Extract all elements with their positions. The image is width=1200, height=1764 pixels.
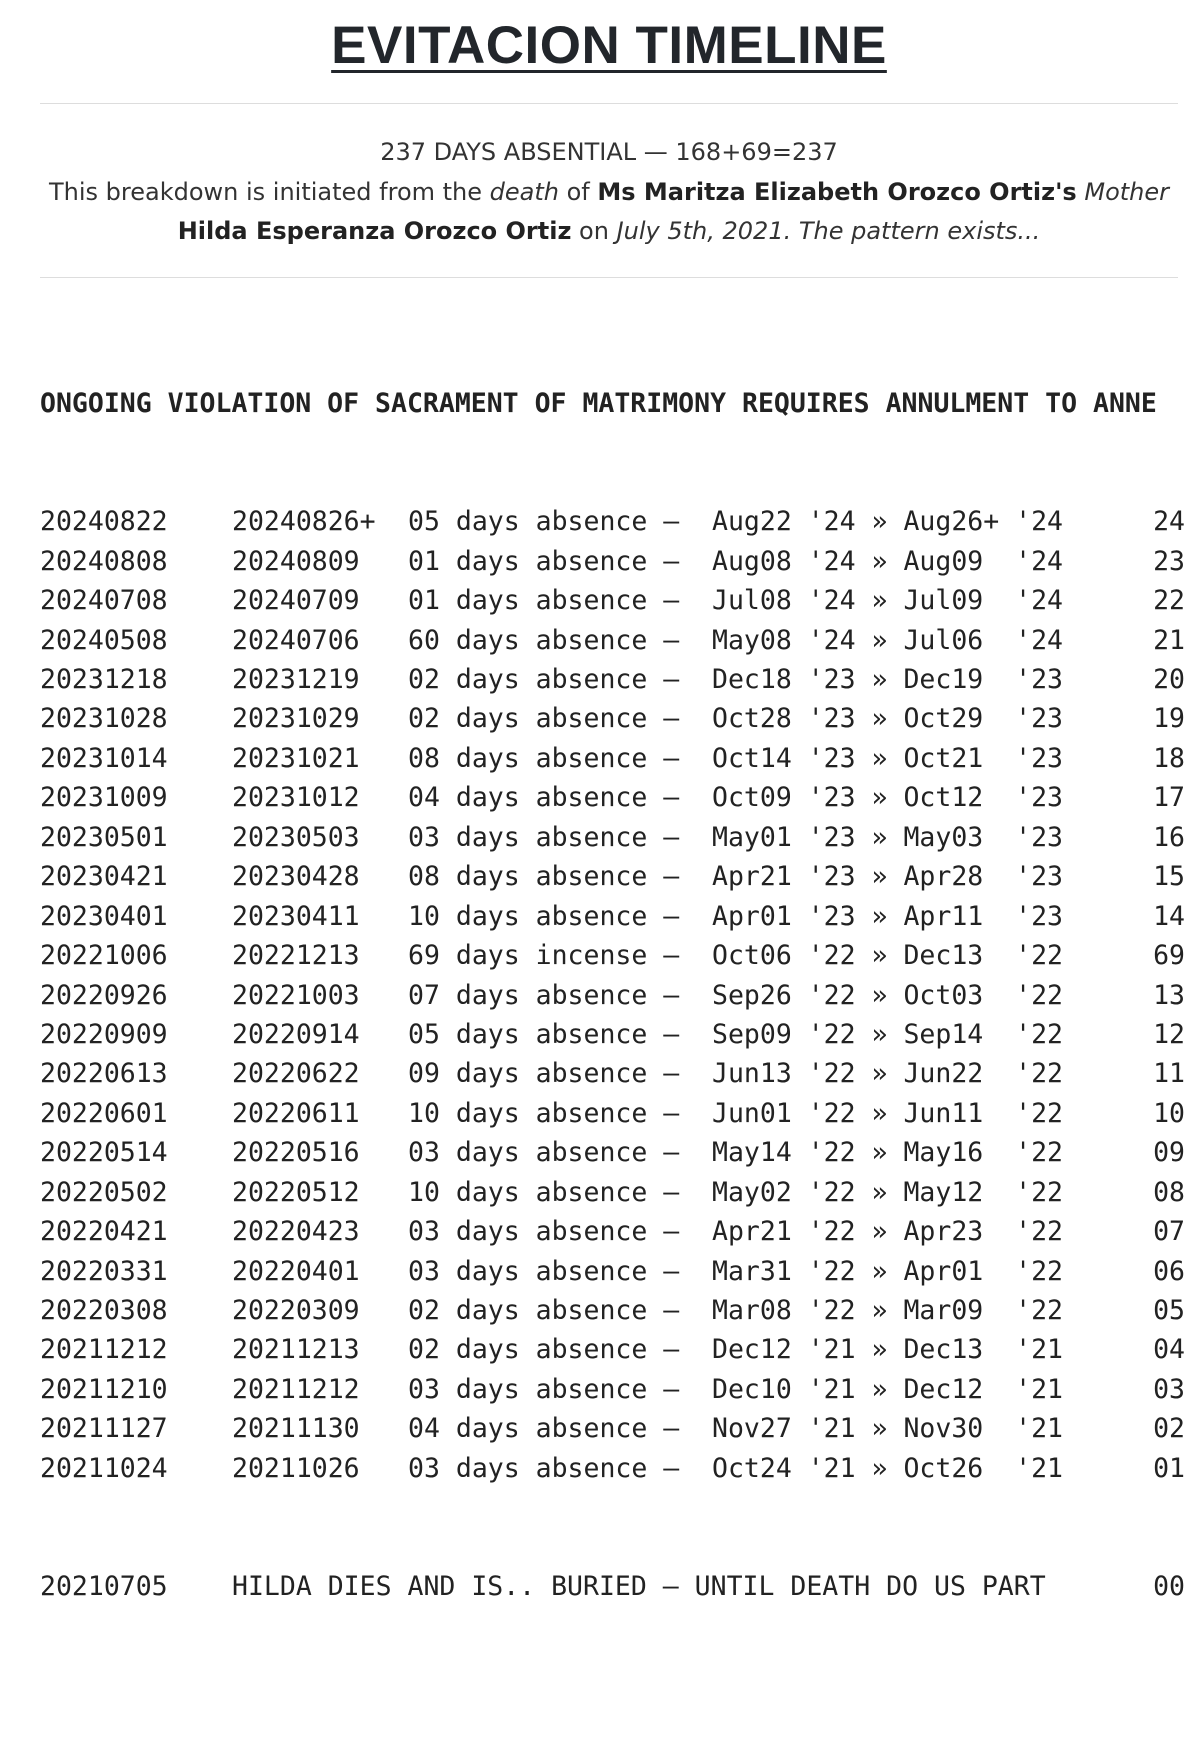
row-end-date: 20211026 [232, 1452, 360, 1484]
row-index: 10 [1153, 1097, 1185, 1129]
top-divider [40, 103, 1178, 104]
row-start-date: 20220613 [40, 1058, 168, 1090]
row-description: 01 days absence — [408, 545, 680, 577]
row-description: 04 days absence — [408, 782, 680, 814]
timeline-row [40, 1212, 1185, 1251]
row-date-range: Jun01 '22 » Jun11 '22 [712, 1097, 1063, 1129]
row-index: 22 [1153, 585, 1185, 617]
row-description: 05 days absence — [408, 1018, 680, 1050]
row-description: 03 days absence — [408, 1373, 680, 1405]
row-end-date: 20220622 [232, 1058, 360, 1090]
row-description: 69 days incense — [408, 940, 680, 972]
row-end-date: 20231219 [232, 664, 360, 695]
timeline-row [40, 660, 1185, 699]
row-date-range: Apr01 '23 » Apr11 '23 [712, 900, 1063, 932]
row-end-date: 20211212 [232, 1373, 360, 1405]
row-date-range: May08 '24 » Jul06 '24 [712, 624, 1063, 656]
timeline-row [40, 818, 1185, 857]
row-end-date: 20240809 [232, 545, 360, 577]
timeline-row [40, 1015, 1185, 1054]
row-start-date: 20240508 [40, 624, 168, 656]
row-start-date: 20230401 [40, 900, 168, 932]
summary-death-word: death [489, 177, 559, 206]
row-end-date: 20240706 [232, 624, 360, 656]
row-description: 02 days absence — [408, 664, 680, 695]
row-index: 02 [1153, 1413, 1185, 1445]
timeline-row [40, 1173, 1185, 1212]
row-date-range: Oct06 '22 » Dec13 '22 [712, 940, 1063, 972]
row-description: 09 days absence — [408, 1058, 680, 1090]
row-end-date: 20220512 [232, 1176, 360, 1208]
row-start-date: 20220514 [40, 1137, 168, 1169]
summary-person-name: Ms Maritza Elizabeth Orozco Ortiz's [597, 177, 1077, 206]
row-date-range: May14 '22 » May16 '22 [712, 1137, 1063, 1169]
timeline-heading: ONGOING VIOLATION OF SACRAMENT OF MATRIMONY REQUIRES ANNULMENT TO ANNE [40, 387, 1157, 419]
row-end-date: 20230428 [232, 861, 360, 893]
row-start-date: 20231014 [40, 742, 168, 774]
row-date-range: Dec12 '21 » Dec13 '21 [712, 1334, 1063, 1366]
row-index: 04 [1153, 1334, 1185, 1366]
row-description: 04 days absence — [408, 1413, 680, 1445]
row-start-date: 20211024 [40, 1452, 168, 1484]
row-start-date: 20220502 [40, 1176, 168, 1208]
middle-divider [40, 277, 1178, 278]
row-date-range: Apr21 '23 » Apr28 '23 [712, 861, 1063, 893]
row-description: 07 days absence — [408, 979, 680, 1011]
row-end-date: 20211130 [232, 1413, 360, 1445]
row-end-date: 20230411 [232, 900, 360, 932]
timeline-row [40, 778, 1185, 817]
row-index: 08 [1153, 1176, 1185, 1208]
summary-mother-word: Mother [1084, 177, 1170, 206]
row-description: 08 days absence — [408, 861, 680, 893]
row-date-range: Jul08 '24 » Jul09 '24 [712, 585, 1063, 617]
row-description: 01 days absence — [408, 585, 680, 617]
timeline-row [40, 1330, 1185, 1369]
row-date-range: Dec18 '23 » Dec19 '23 [712, 664, 1063, 695]
row-index: 01 [1153, 1452, 1185, 1484]
summary-mother-name: Hilda Esperanza Orozco Ortiz [177, 217, 572, 245]
row-index: 12 [1153, 1018, 1185, 1050]
row-start-date: 20211210 [40, 1373, 168, 1405]
row-end-date: 20231021 [232, 742, 360, 774]
row-date-range: May02 '22 » May12 '22 [712, 1176, 1063, 1208]
row-index: 09 [1153, 1137, 1185, 1169]
row-start-date: 20220421 [40, 1216, 168, 1248]
row-end-date: 20220516 [232, 1137, 360, 1169]
row-start-date: 20220601 [40, 1097, 168, 1129]
summary-description-cont [40, 212, 1178, 252]
row-date-range: Sep26 '22 » Oct03 '22 [712, 979, 1063, 1011]
timeline-row [40, 581, 1185, 620]
timeline-row [40, 1449, 1185, 1488]
timeline-row [40, 1094, 1185, 1133]
row-index: 24 [1153, 506, 1185, 538]
row-index: 16 [1153, 821, 1185, 853]
row-description: 03 days absence — [408, 1137, 680, 1169]
row-description: 10 days absence — [408, 1176, 680, 1208]
timeline-row [40, 739, 1185, 778]
timeline-row [40, 542, 1185, 581]
final-row-date: 20210705 [40, 1571, 168, 1603]
row-description: 03 days absence — [408, 1255, 680, 1287]
timeline-row [40, 1133, 1185, 1172]
row-description: 60 days absence — [408, 624, 680, 656]
row-index: 06 [1153, 1255, 1185, 1287]
row-description: 08 days absence — [408, 742, 680, 774]
timeline-row [40, 857, 1185, 896]
row-date-range: Apr21 '22 » Apr23 '22 [712, 1216, 1063, 1248]
row-index: 07 [1153, 1216, 1185, 1248]
row-start-date: 20221006 [40, 940, 168, 972]
row-end-date: 20231012 [232, 782, 360, 814]
timeline-rows [40, 502, 1185, 1488]
row-description: 02 days absence — [408, 1295, 680, 1326]
row-start-date: 20220308 [40, 1295, 168, 1326]
row-end-date: 20230503 [232, 821, 360, 853]
row-index: 17 [1153, 782, 1185, 814]
row-end-date: 20220914 [232, 1018, 360, 1050]
row-date-range: Aug22 '24 » Aug26+ '24 [712, 506, 1063, 538]
row-end-date: 20221213 [232, 940, 360, 972]
final-row-text: HILDA DIES AND IS.. BURIED — UNTIL DEATH DO US PART [232, 1571, 1046, 1603]
timeline-block [40, 305, 1185, 1646]
row-index: 15 [1153, 861, 1185, 893]
timeline-row [40, 699, 1185, 738]
row-start-date: 20220909 [40, 1018, 168, 1050]
timeline-row [40, 621, 1185, 660]
row-start-date: 20240708 [40, 585, 168, 617]
timeline-row [40, 1252, 1185, 1291]
row-index: 05 [1153, 1295, 1185, 1326]
final-row-index: 00 [1153, 1571, 1185, 1603]
timeline-row [40, 1370, 1185, 1409]
row-date-range: Mar08 '22 » Mar09 '22 [712, 1295, 1063, 1326]
row-description: 02 days absence — [408, 703, 680, 735]
row-description: 03 days absence — [408, 1216, 680, 1248]
row-index: 03 [1153, 1373, 1185, 1405]
row-index: 69 [1153, 940, 1185, 972]
row-date-range: Nov27 '21 » Nov30 '21 [712, 1413, 1063, 1445]
row-end-date: 20220611 [232, 1097, 360, 1129]
row-end-date: 20231029 [232, 703, 360, 735]
summary-intro: This breakdown is initiated from the [48, 177, 490, 206]
row-start-date: 20231028 [40, 703, 168, 735]
row-description: 05 days absence — [408, 506, 680, 538]
summary-description [40, 173, 1178, 213]
row-end-date: 20220423 [232, 1216, 360, 1248]
row-end-date: 20211213 [232, 1334, 360, 1366]
timeline-row [40, 1409, 1185, 1448]
timeline-row [40, 897, 1185, 936]
page-title-text: EVITACION TIMELINE [331, 16, 887, 75]
row-date-range: Oct28 '23 » Oct29 '23 [712, 703, 1063, 735]
timeline-final-row [40, 1567, 1185, 1606]
timeline-row [40, 1291, 1185, 1330]
page-title [0, 14, 1200, 78]
row-index: 23 [1153, 545, 1185, 577]
row-end-date: 20240709 [232, 585, 360, 617]
row-index: 19 [1153, 703, 1185, 735]
row-date-range: Mar31 '22 » Apr01 '22 [712, 1255, 1063, 1287]
row-date-range: Jun13 '22 » Jun22 '22 [712, 1058, 1063, 1090]
row-index: 18 [1153, 742, 1185, 774]
row-end-date: 20220309 [232, 1295, 360, 1326]
row-date-range: May01 '23 » May03 '23 [712, 821, 1063, 853]
row-start-date: 20220926 [40, 979, 168, 1011]
row-date-range: Dec10 '21 » Dec12 '21 [712, 1373, 1063, 1405]
timeline-row [40, 976, 1185, 1015]
row-description: 03 days absence — [408, 1452, 680, 1484]
row-description: 03 days absence — [408, 821, 680, 853]
row-description: 10 days absence — [408, 900, 680, 932]
summary-block [40, 133, 1178, 252]
timeline-row [40, 1054, 1185, 1093]
row-index: 14 [1153, 900, 1185, 932]
row-start-date: 20211212 [40, 1334, 168, 1366]
summary-of-word: of [558, 177, 598, 206]
row-end-date: 20220401 [232, 1255, 360, 1287]
row-start-date: 20240822 [40, 506, 168, 538]
row-date-range: Sep09 '22 » Sep14 '22 [712, 1018, 1063, 1050]
row-date-range: Aug08 '24 » Aug09 '24 [712, 545, 1063, 577]
row-index: 11 [1153, 1058, 1185, 1090]
timeline-row [40, 936, 1185, 975]
summary-on-word: on [571, 217, 617, 245]
row-end-date: 20221003 [232, 979, 360, 1011]
summary-date-pattern: July 5th, 2021. The pattern exists... [616, 217, 1041, 245]
row-start-date: 20211127 [40, 1413, 168, 1445]
row-start-date: 20220331 [40, 1255, 168, 1287]
row-date-range: Oct14 '23 » Oct21 '23 [712, 742, 1063, 774]
row-date-range: Oct09 '23 » Oct12 '23 [712, 782, 1063, 814]
row-start-date: 20231218 [40, 664, 168, 695]
row-start-date: 20230421 [40, 861, 168, 893]
row-date-range: Oct24 '21 » Oct26 '21 [712, 1452, 1063, 1484]
row-description: 02 days absence — [408, 1334, 680, 1366]
row-start-date: 20230501 [40, 821, 168, 853]
row-description: 10 days absence — [408, 1097, 680, 1129]
summary-total-days: 237 DAYS ABSENTIAL — 168+69=237 [380, 138, 838, 166]
row-start-date: 20240808 [40, 545, 168, 577]
row-end-date: 20240826+ [232, 506, 376, 538]
row-index: 13 [1153, 979, 1185, 1011]
row-index: 21 [1153, 624, 1185, 656]
row-index: 20 [1153, 664, 1185, 695]
row-start-date: 20231009 [40, 782, 168, 814]
timeline-row [40, 502, 1185, 541]
